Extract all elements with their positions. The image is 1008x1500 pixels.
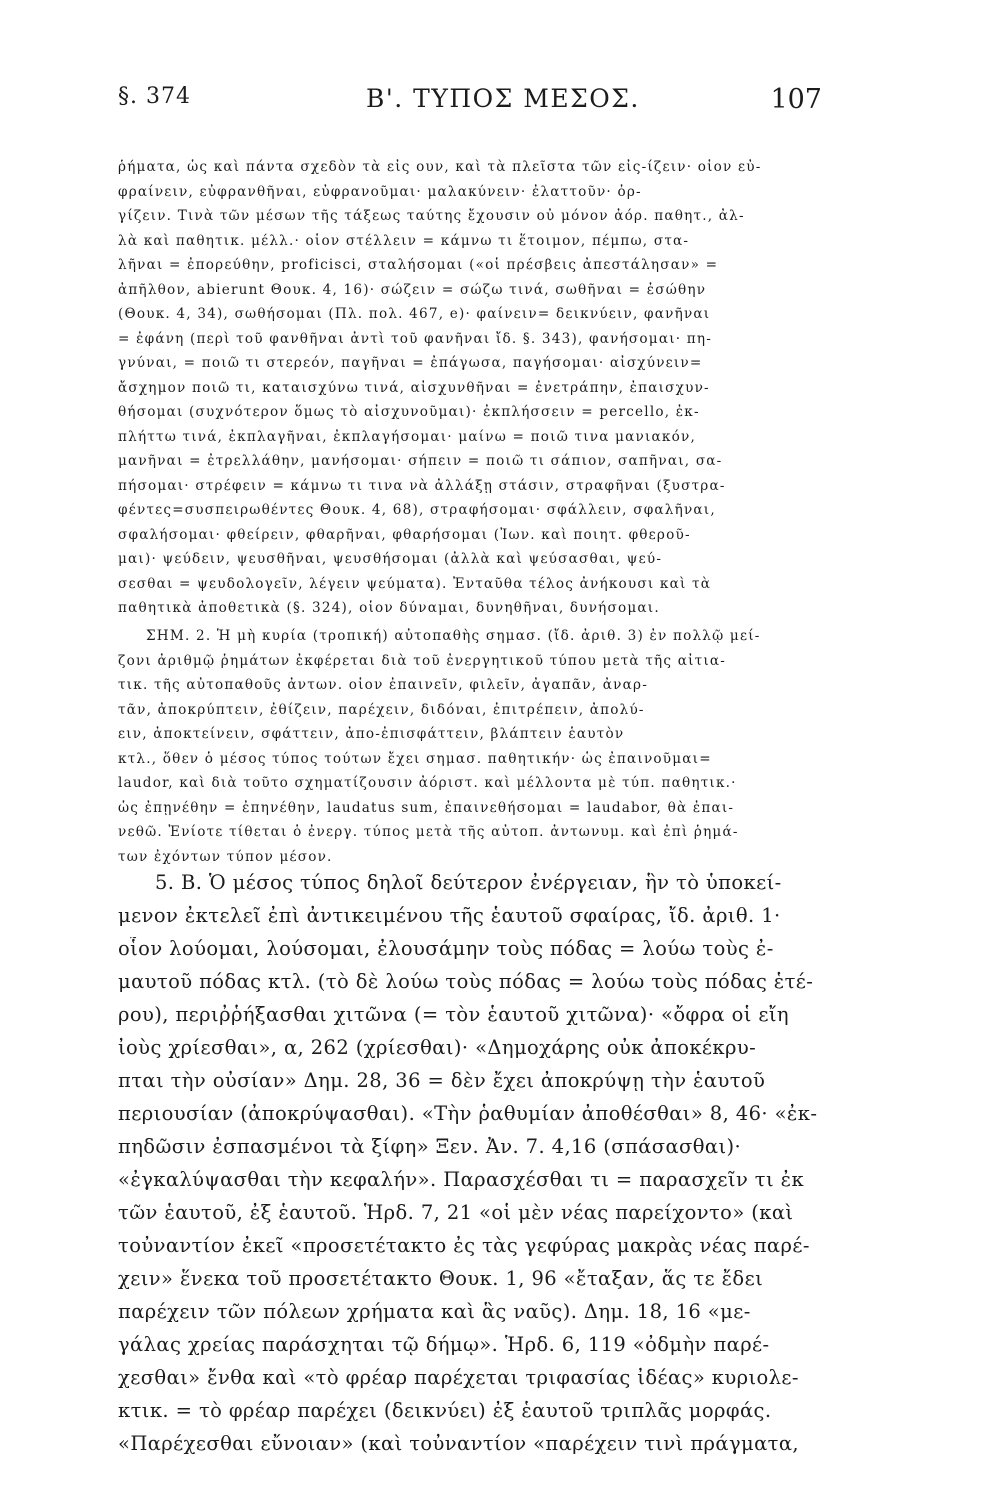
text-line: πήσομαι· στρέφειν = κάμνω τι τινα νὰ ἀλλάξῃ στάσιν, στραφῆναι (ξυστρα- (118, 478, 726, 494)
text-line: ὡς ἐπῃνέθην = ἐπηνέθην, laudatus sum, ἐπαινεθήσομαι = laudabor, θὰ ἐπαι- (118, 800, 735, 816)
text-line: μανῆναι = ἐτρελλάθην, μανήσομαι· σήπειν = ποιῶ τι σάπιον, σαπῆναι, σα- (118, 453, 723, 469)
text-line: κτικ. = τὸ φρέαρ παρέχει (δεικνύει) ἐξ ἑαυτοῦ τριπλᾶς μορφάς. (118, 1399, 772, 1422)
text-line: λῆναι = ἐπορεύθην, proficisci, σταλήσομαι («οἱ πρέσβεις ἀπεστάλησαν» = (118, 257, 719, 273)
paragraph-start-line: 5. Β. Ὁ μέσος τύπος δηλοῖ δεύτερον ἐνέργειαν, ἣν τὸ ὑποκεί- (155, 871, 782, 894)
text-line: ῥήματα, ὡς καὶ πάντα σχεδὸν τὰ εἰς ουν, καὶ τὰ πλεῖστα τῶν εἰς-ίζειν· οἷον εὐ- (118, 159, 762, 175)
text-line: ρου), περιῤῥήξασθαι χιτῶνα (= τὸν ἑαυτοῦ χιτῶνα)· «ὄφρα οἱ εἴη (118, 1003, 789, 1026)
text-line: πηδῶσιν ἐσπασμένοι τὰ ξίφη» Ξεν. Ἀν. 7. 4,16 (σπάσασθαι)· (118, 1135, 742, 1158)
text-line: κτλ., ὅθεν ὁ μέσος τύπος τούτων ἔχει σημασ. παθητικήν· ὡς ἐπαινοῦμαι= (118, 751, 712, 767)
text-line: οἷον λούομαι, λούσομαι, ἐλουσάμην τοὺς πόδας = λούω τοὺς ἐ- (118, 937, 774, 960)
text-line: μαι)· ψεύδειν, ψευσθῆναι, ψευσθήσομαι (ἀλλὰ καὶ ψεύσασθαι, ψεύ- (118, 551, 663, 567)
text-line: πλήττω τινά, ἐκπλαγῆναι, ἐκπλαγήσομαι· μαίνω = ποιῶ τινα μανιακόν, (118, 429, 696, 445)
text-line: ειν, ἀποκτείνειν, σφάττειν, ἀπο-ἐπισφάττειν, βλάπτειν ἑαυτὸν (118, 726, 625, 742)
text-line: γνύναι, = ποιῶ τι στερεόν, παγῆναι = ἐπάγωσα, παγήσομαι· αἰσχύνειν= (118, 355, 703, 371)
text-line: τοὐναντίον ἐκεῖ «προσετέτακτο ἐς τὰς γεφύρας μακρὰς νέας παρέ- (118, 1234, 810, 1257)
text-line: ἄσχημον ποιῶ τι, καταισχύνω τινά, αἰσχυνθῆναι = ἐνετράπην, ἐπαισχυν- (118, 380, 710, 396)
text-line: παρέχειν τῶν πόλεων χρήματα καὶ ἃς ναῦς). Δημ. 18, 16 «με- (118, 1300, 751, 1323)
text-line: τῶν ἑαυτοῦ, ἐξ ἑαυτοῦ. Ἡρδ. 7, 21 «οἱ μὲν νέας παρείχοντο» (καὶ (118, 1201, 794, 1224)
text-line: μενον ἐκτελεῖ ἐπὶ ἀντικειμένου τῆς ἑαυτοῦ σφαίρας, ἴδ. ἀριθ. 1· (118, 904, 781, 927)
text-line: «ἐγκαλύψασθαι τὴν κεφαλήν». Παρασχέσθαι τι = παρασχεῖν τι ἐκ (118, 1168, 805, 1191)
text-line: ἀπῆλθον, abierunt Θουκ. 4, 16)· σώζειν = σώζω τινά, σωθῆναι = ἐσώθην (118, 282, 707, 298)
text-line: ἰοὺς χρίεσθαι», α, 262 (χρίεσθαι)· «Δημοχάρης οὐκ ἀποκέκρυ- (118, 1036, 757, 1059)
text-line: φραίνειν, εὐφρανθῆναι, εὐφρανοῦμαι· μαλακύνειν· ἐλαττοῦν· ὀρ- (118, 184, 642, 200)
note-heading-line: ΣΗΜ. 2. Ἡ μὴ κυρία (τροπική) αὐτοπαθὴς σημασ. (ἴδ. ἀριθ. 3) ἐν πολλῷ μεί- (146, 628, 761, 644)
text-line: γάλας χρείας παράσχηται τῷ δήμῳ». Ἡρδ. 6, 119 «ὀδμὴν παρέ- (118, 1333, 770, 1356)
text-line: = ἐφάνη (περὶ τοῦ φανθῆναι ἀντὶ τοῦ φανῆναι ἴδ. §. 343), φανήσομαι· πη- (118, 331, 713, 347)
text-line: laudor, καὶ διὰ τοῦτο σχηματίζουσιν ἀόριστ. καὶ μέλλοντα μὲ τύπ. παθητικ.· (118, 775, 737, 791)
text-line: τᾶν, ἀποκρύπτειν, ἐθίζειν, παρέχειν, διδόναι, ἐπιτρέπειν, ἀπολύ- (118, 702, 645, 718)
text-line: θήσομαι (συχνότερον ὅμως τὸ αἰσχυνοῦμαι)· ἐκπλήσσειν = percello, ἐκ- (118, 404, 700, 420)
text-line: σφαλήσομαι· φθείρειν, φθαρῆναι, φθαρήσομαι (Ἰων. καὶ ποιητ. φθεροῦ- (118, 527, 691, 543)
text-line: παθητικὰ ἀποθετικὰ (§. 324), οἷον δύναμαι, δυνηθῆναι, δυνήσομαι. (118, 600, 660, 616)
text-line: μαυτοῦ πόδας κτλ. (τὸ δὲ λούω τοὺς πόδας = λούω τοὺς πόδας ἑτέ- (118, 970, 814, 993)
text-line: γίζειν. Τινὰ τῶν μέσων τῆς τάξεως ταύτης ἔχουσιν οὐ μόνον ἀόρ. παθητ., ἀλ- (118, 208, 745, 224)
text-line: πται τὴν οὐσίαν» Δημ. 28, 36 = δὲν ἔχει ἀποκρύψῃ τὴν ἑαυτοῦ (118, 1069, 766, 1092)
text-line: χειν» ἕνεκα τοῦ προσετέτακτο Θουκ. 1, 96 «ἔταξαν, ἅς τε ἔδει (118, 1267, 764, 1290)
text-line: χεσθαι» ἔνθα καὶ «τὸ φρέαρ παρέχεται τριφασίας ἰδέας» κυριολε- (118, 1366, 799, 1389)
text-line: φέντες=συσπειρωθέντες Θουκ. 4, 68), στραφήσομαι· σφάλλειν, σφαλῆναι, (118, 502, 716, 518)
text-line: των ἐχόντων τύπον μέσον. (118, 849, 333, 865)
text-line: νεθῶ. Ἐνίοτε τίθεται ὁ ἐνεργ. τύπος μετὰ τῆς αὐτοπ. ἀντωνυμ. καὶ ἐπὶ ῥημά- (118, 824, 739, 840)
text-line: ζονι ἀριθμῷ ῥημάτων ἐκφέρεται διὰ τοῦ ἐνεργητικοῦ τύπου μετὰ τῆς αἰτια- (118, 653, 727, 669)
running-header (118, 84, 822, 124)
text-line: «Παρέχεσθαι εὔνοιαν» (καὶ τοὐναντίον «παρέχειν τινὶ πράγματα, (118, 1432, 800, 1455)
text-line: λὰ καὶ παθητικ. μέλλ.· οἷον στέλλειν = κάμνω τι ἕτοιμον, πέμπω, στα- (118, 233, 690, 249)
text-line: (Θουκ. 4, 34), σωθήσομαι (Πλ. πολ. 467, e)· φαίνειν= δεικνύειν, φανῆναι (118, 306, 711, 322)
text-line: τικ. τῆς αὐτοπαθοῦς ἀντων. οἷον ἐπαινεῖν, φιλεῖν, ἀγαπᾶν, ἀναρ- (118, 677, 648, 693)
page-number: 107 (770, 84, 822, 115)
page-title: Β'. ΤΥΠΟΣ ΜΕΣΟΣ. (366, 84, 640, 113)
text-line: σεσθαι = ψευδολογεῖν, λέγειν ψεύματα). Ἐνταῦθα τέλος ἀνήκουσι καὶ τὰ (118, 576, 712, 592)
section-mark: §. 374 (118, 84, 191, 109)
text-line: περιουσίαν (ἀποκρύψασθαι). «Τὴν ῥαθυμίαν ἀποθέσθαι» 8, 46· «ἐκ- (118, 1102, 818, 1125)
